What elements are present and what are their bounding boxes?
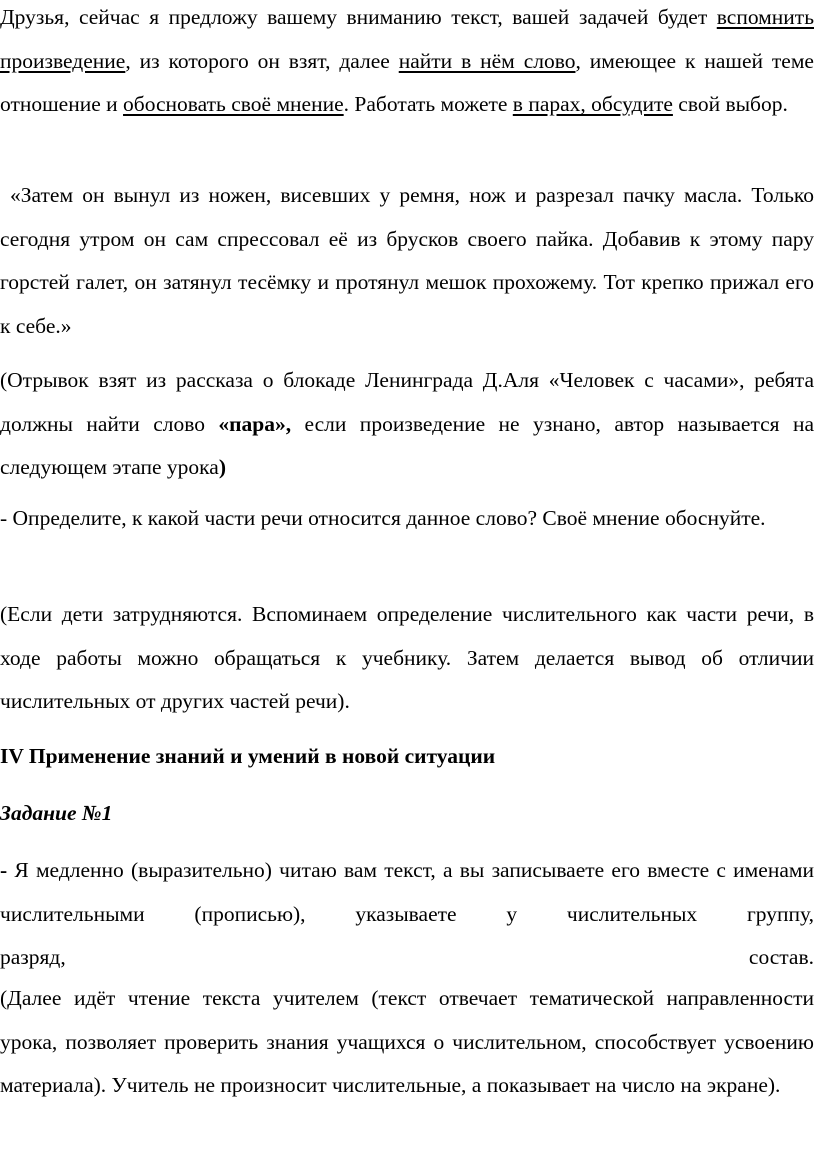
hint-paragraph: (Если дети затрудняются. Вспоминаем определение числительного как части речи, в ходе работы можно обращаться к учебнику. Затем делается вывод об отличии числительных от других частей речи). <box>0 602 814 713</box>
section-heading: IV Применение знаний и умений в новой ситуации <box>0 744 496 768</box>
source-note-text-2: если произведение не узнано, автор называется на следующем этапе урока <box>0 411 814 479</box>
question-paragraph: - Определите, к какой части речи относится данное слово? Своё мнение обоснуйте. <box>0 506 766 530</box>
task-title: Задание №1 <box>0 801 113 825</box>
source-note-paragraph <box>0 359 814 490</box>
underlined-find-word: найти в нём слово <box>398 48 576 73</box>
intro-text-2: , из которого он взят, далее <box>125 48 399 73</box>
task-text-1: Я медленно (выразительно) читаю вам текст, а вы записываете его вместе с именами числительными (прописью), указываете у числительных группу, <box>0 858 814 926</box>
intro-text-1: Друзья, сейчас я предложу вашему вниманию текст, вашей задачей будет <box>0 5 717 29</box>
quote-paragraph: «Затем он вынул из ножен, висевших у ремня, нож и разрезал пачку масла. Только сегодня утром он сам спрессовал её из брусков своего пайка. Добавив к этому пару горстей галет, он затянул тесёмку и протянул мешок прохожему. Тот крепко прижал его к себе.» <box>0 183 814 338</box>
task-dash: - <box>0 858 15 882</box>
teacher-note-paragraph: (Далее идёт чтение текста учителем (текст отвечает тематической направленности урока, позволяет проверить знания учащихся о числительном, способствует усвоению материала). Учитель не произносит числительные, а показывает на число на экране). <box>0 986 814 1097</box>
task-text-lines <box>0 849 814 936</box>
keyword-para: «пара», <box>218 411 292 436</box>
task-text-last-line: разряд, состав. <box>0 945 814 969</box>
intro-text-4: . Работать можете <box>343 92 513 116</box>
underlined-recall-work: вспомнить произведение <box>0 5 814 73</box>
intro-paragraph <box>0 0 814 127</box>
underlined-in-pairs: в парах, обсудите <box>512 92 673 116</box>
closing-bracket: ) <box>218 455 227 479</box>
underlined-justify-opinion: обосновать своё мнение <box>123 92 344 116</box>
source-note-text-1: (Отрывок взят из рассказа о блокаде Ленинграда Д.Аля «Человек с часами», ребята должны найти слово <box>0 368 814 436</box>
task-paragraph <box>0 849 814 980</box>
intro-text-5: свой выбор. <box>672 92 788 116</box>
intro-text-3: , имеющее к нашей теме отношение и <box>0 48 814 116</box>
